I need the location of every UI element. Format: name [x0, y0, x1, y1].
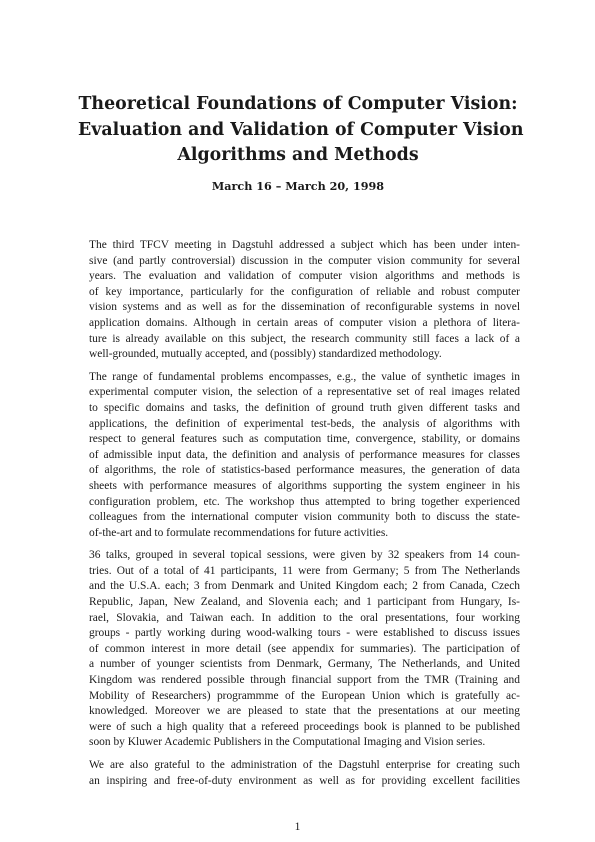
- text-line: The range of fundamental problems encompasses, e.g., the value of synthetic images in: [89, 370, 520, 383]
- text-line: to specific domains and tasks, the definition of ground truth given different tasks and: [89, 401, 520, 414]
- text-line: 36 talks, grouped in several topical sessions, were given by 32 speakers from 14 coun-: [89, 549, 520, 562]
- text-line: vision systems and as well as for the dissemination of reconfigurable systems in novel: [89, 301, 520, 314]
- title-line: Theoretical Foundations of Computer Vision:: [78, 94, 518, 114]
- page-number: 1: [294, 821, 301, 833]
- text-line: well-grounded, mutually accepted, and (possibly) standardized methodology.: [89, 348, 442, 361]
- text-line: years. The evaluation and validation of computer vision algorithms and methods is: [89, 270, 520, 283]
- paragraph-talks: [76, 548, 520, 751]
- paragraph-intro: [76, 238, 520, 363]
- text-line: application domains. Although in certain areas of computer vision a plethora of litera-: [89, 316, 520, 329]
- text-line: colleagues from the international computer vision community both to discuss the state-: [89, 511, 520, 524]
- text-line: tries. Out of a total of 41 participants, 11 were from Germany; 5 from The Netherlands: [89, 564, 520, 577]
- paragraph-problems: [76, 370, 520, 542]
- text-line: configuration problem, etc. The workshop thus attempted to bring together experienced: [89, 495, 520, 508]
- title-line: Evaluation and Validation of Computer Vision: [78, 119, 524, 140]
- text-line: Mobility of Researchers) programmme of the European Union which is gratefully ac-: [89, 689, 520, 702]
- text-line: We are also grateful to the administration of the Dagstuhl enterprise for creating such: [89, 759, 520, 771]
- text-line: Republic, Japan, New Zealand, and Slovenia each; and 1 participant from Hungary, Is-: [89, 596, 520, 609]
- text-line: were of such a high quality that a refereed proceedings book is planned to be published: [89, 720, 520, 733]
- document-body: [76, 238, 520, 796]
- text-line: an inspiring and free-of-duty environment as well as for providing excellent facilities: [89, 774, 520, 787]
- text-line: experimental computer vision, the selection of a representative set of real images related: [89, 386, 520, 399]
- text-line: Kingdom was rendered possible through financial support from the TMR (Training and: [89, 674, 520, 687]
- paragraph-acknowledgements: [76, 758, 520, 789]
- text-line: rael, Slovakia, and Taiwan each. In addition to the oral presentations, four working: [89, 611, 520, 624]
- text-line: of algorithms, the role of statistics-based performance measures, the generation of data: [89, 464, 520, 477]
- text-line: soon by Kluwer Academic Publishers in the Computational Imaging and Vision series.: [89, 736, 486, 749]
- text-line: respect to general features such as computation time, convergence, stability, or domains: [89, 433, 520, 446]
- text-line: sheets with performance measures of algorithms supporting the system engineer in his: [89, 479, 520, 492]
- meeting-date: March 16 – March 20, 1998: [211, 179, 385, 193]
- text-line: The third TFCV meeting in Dagstuhl addressed a subject which has been under inten-: [89, 239, 520, 251]
- text-line: of admissible input data, the definition and analysis of performance measures for classes: [89, 448, 520, 461]
- text-line: ture is already available on this subject, the research community still faces a lack of a: [89, 332, 520, 345]
- text-line: of-the-art and to formulate recommendations for future activities.: [89, 526, 389, 539]
- text-line: a number of younger scientists from Denmark, Germany, The Netherlands, and United: [89, 658, 520, 671]
- document-title: [78, 92, 524, 169]
- title-line: Algorithms and Methods: [177, 145, 419, 165]
- text-line: of common interest in more detail (see appendix for summaries). The participation of: [89, 642, 520, 655]
- text-line: of key importance, particularly for the configuration of reliable and robust computer: [89, 285, 520, 298]
- text-line: and the U.S.A. each; 3 from Denmark and United Kingdom each; 2 from Canada, Czech: [89, 580, 520, 593]
- text-line: applications, the definition of experimental test-beds, the analysis of algorithms with: [89, 417, 520, 430]
- text-line: sive (and partly controversial) discussion in the computer vision community for several: [89, 254, 520, 267]
- text-line: groups - partly working during wood-walking tours - were established to discuss issues: [89, 627, 520, 640]
- text-line: knowledged. Moreover we are pleased to state that the presentations at our meeting: [89, 705, 520, 718]
